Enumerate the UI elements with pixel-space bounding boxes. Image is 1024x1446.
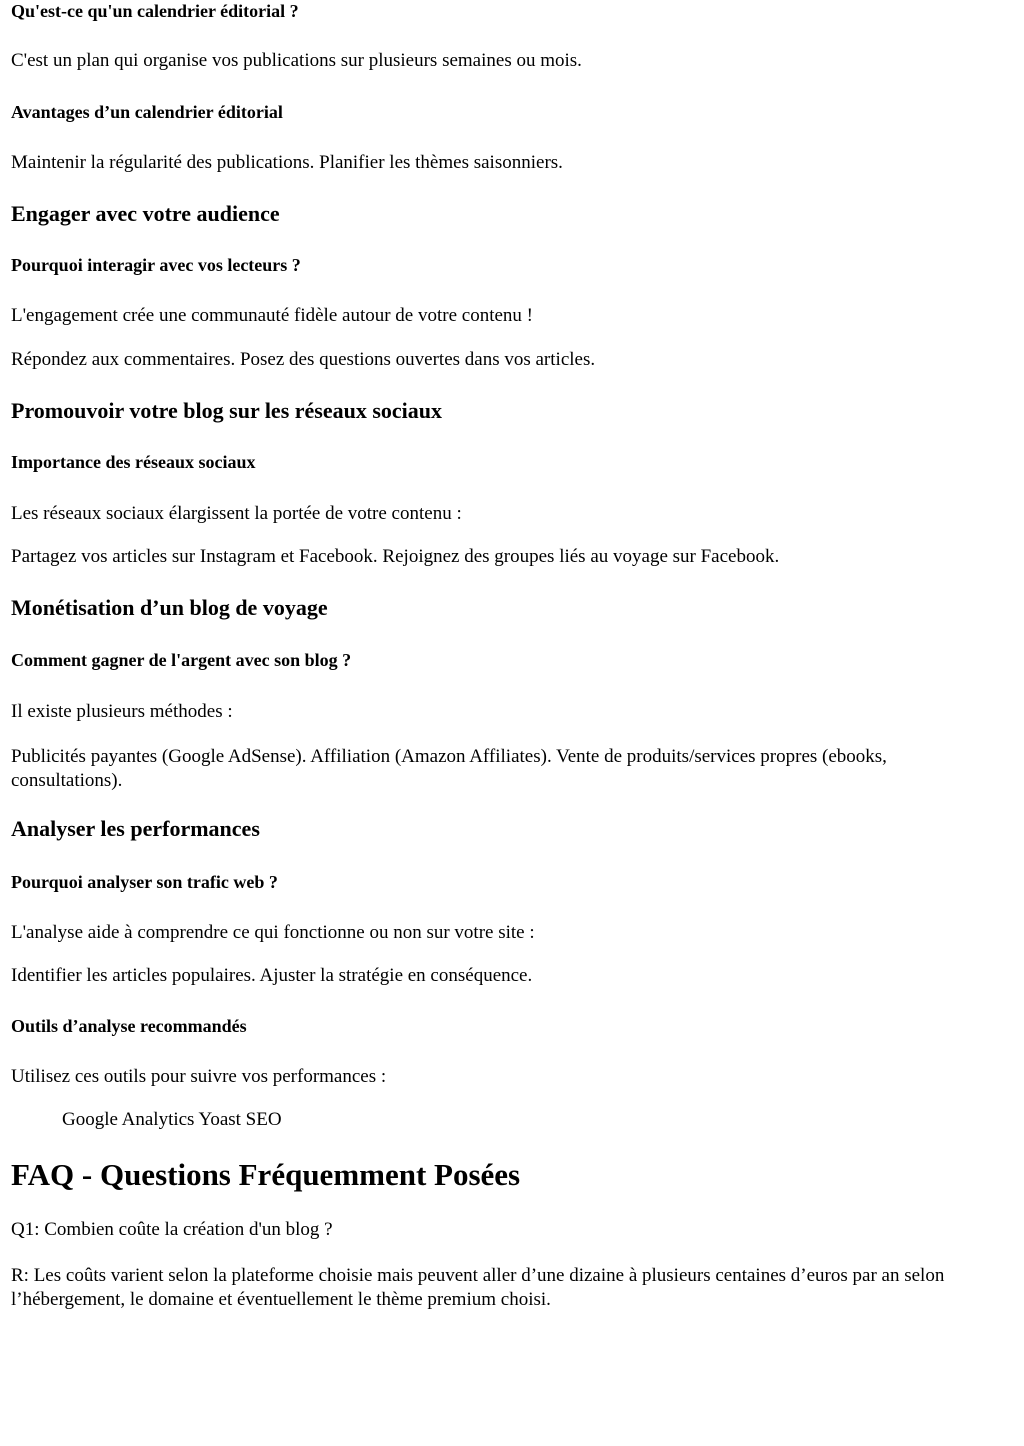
social-importance-heading: Importance des réseaux sociaux xyxy=(11,452,256,472)
editorial-what-text: C'est un plan qui organise vos publications sur plusieurs semaines ou mois. xyxy=(11,50,582,71)
social-tips-text: Partagez vos articles sur Instagram et Facebook. Rejoignez des groupes liés au voyage sur Facebook. xyxy=(11,546,780,567)
performance-why-text: L'analyse aide à comprendre ce qui fonctionne ou non sur votre site : xyxy=(11,922,535,943)
editorial-benefits-text: Maintenir la régularité des publications. Planifier les thèmes saisonniers. xyxy=(11,152,563,173)
editorial-what-heading: Qu'est-ce qu'un calendrier éditorial ? xyxy=(11,1,299,21)
editorial-benefits-heading: Avantages d’un calendrier éditorial xyxy=(11,102,283,122)
monetization-methods-text: Publicités payantes (Google AdSense). Affiliation (Amazon Affiliates). Vente de produits/services propres (ebooks, consultations). xyxy=(11,746,887,791)
audience-heading: Engager avec votre audience xyxy=(11,201,280,226)
audience-why-heading: Pourquoi interagir avec vos lecteurs ? xyxy=(11,255,301,275)
audience-why-text: L'engagement crée une communauté fidèle autour de votre contenu ! xyxy=(11,305,533,326)
performance-tools-text: Utilisez ces outils pour suivre vos performances : xyxy=(11,1066,387,1087)
performance-tools-heading: Outils d’analyse recommandés xyxy=(11,1016,247,1036)
faq-heading: FAQ - Questions Fréquemment Posées xyxy=(11,1157,521,1192)
faq-answer-1: R: Les coûts varient selon la plateforme choisie mais peuvent aller d’une dizaine à plusieurs centaines d’euros par an selon l’hébergement, le domaine et éventuellement le thème premium choisi. xyxy=(11,1265,945,1310)
audience-tips-text: Répondez aux commentaires. Posez des questions ouvertes dans vos articles. xyxy=(11,349,596,370)
monetization-how-text: Il existe plusieurs méthodes : xyxy=(11,701,233,722)
social-importance-text: Les réseaux sociaux élargissent la portée de votre contenu : xyxy=(11,503,462,524)
faq-question-1: Q1: Combien coûte la création d'un blog ? xyxy=(11,1219,333,1240)
performance-why-heading: Pourquoi analyser son trafic web ? xyxy=(11,872,278,892)
monetization-heading: Monétisation d’un blog de voyage xyxy=(11,595,328,620)
social-heading: Promouvoir votre blog sur les réseaux sociaux xyxy=(11,398,443,423)
performance-tools-list: Google Analytics Yoast SEO xyxy=(62,1109,282,1130)
performance-heading: Analyser les performances xyxy=(11,816,260,841)
performance-tips-text: Identifier les articles populaires. Ajuster la stratégie en conséquence. xyxy=(11,965,533,986)
monetization-how-heading: Comment gagner de l'argent avec son blog ? xyxy=(11,650,352,670)
